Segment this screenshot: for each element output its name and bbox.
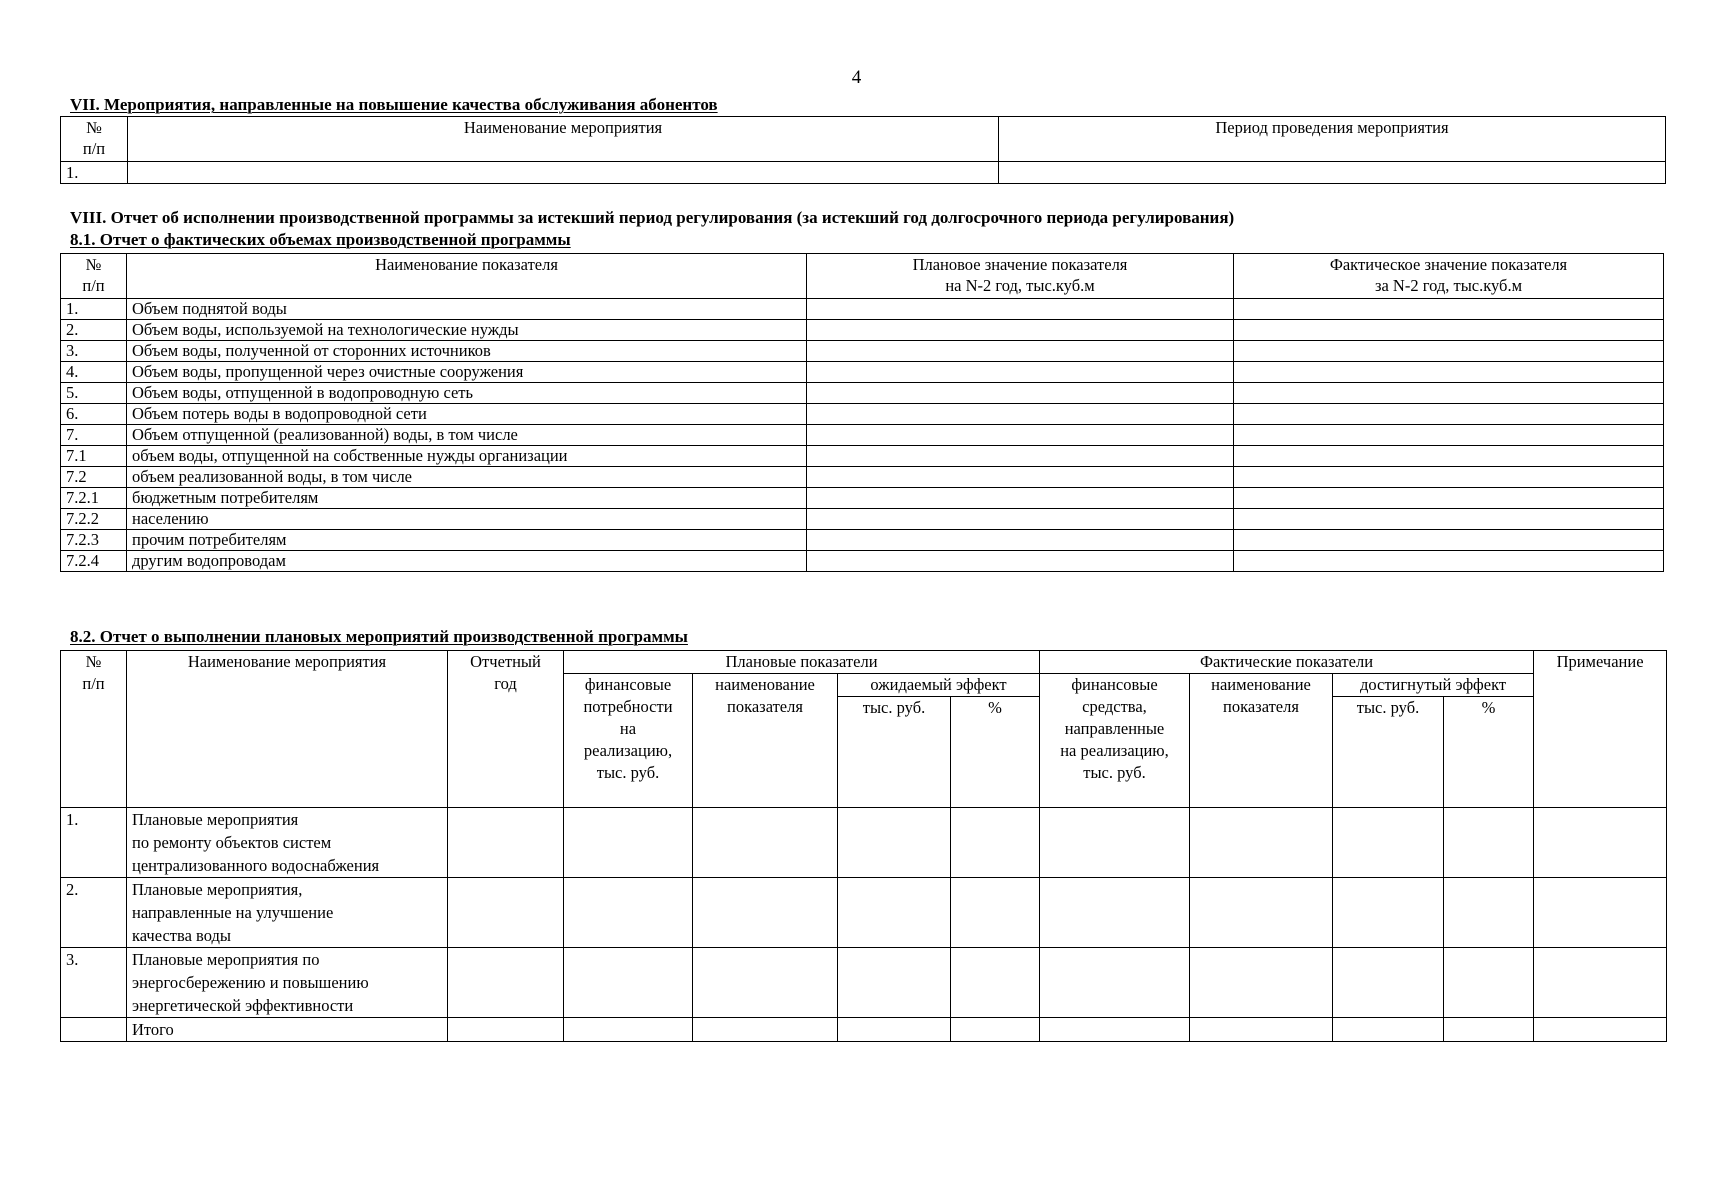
table-row	[61, 446, 1664, 467]
row-actual	[1234, 551, 1664, 572]
row-name	[128, 162, 999, 184]
table-row	[61, 948, 1667, 1018]
row-cell	[951, 948, 1040, 1018]
row-cell	[1040, 948, 1190, 1018]
header-note: Примечание	[1534, 651, 1667, 808]
row-name: Объем потерь воды в водопроводной сети	[127, 404, 807, 425]
header-num: № п/п	[61, 651, 127, 808]
section-8-2-table	[60, 650, 1667, 1042]
row-name: Объем воды, отпущенной в водопроводную сеть	[127, 383, 807, 404]
row-name: Плановые мероприятия, направленные на улучшение качества воды	[127, 878, 448, 948]
row-planned	[807, 425, 1234, 446]
row-num: 3.	[61, 948, 127, 1018]
row-actual	[1234, 425, 1664, 446]
table-row	[61, 362, 1664, 383]
row-cell	[1333, 878, 1444, 948]
row-name: Объем воды, полученной от сторонних источников	[127, 341, 807, 362]
section-7-table	[60, 116, 1666, 184]
row-num: 4.	[61, 362, 127, 383]
row-name: Объем поднятой воды	[127, 299, 807, 320]
header-fact-finance: финансовые средства, направленные на реализацию, тыс. руб.	[1040, 674, 1190, 808]
table-row	[61, 878, 1667, 948]
row-name: Плановые мероприятия по энергосбережению и повышению энергетической эффективности	[127, 948, 448, 1018]
row-cell	[838, 808, 951, 878]
header-fact-thousand-rub: тыс. руб.	[1333, 697, 1444, 808]
row-cell	[1190, 878, 1333, 948]
header-actual-value: Фактическое значение показателя за N-2 год, тыс.куб.м	[1234, 254, 1664, 299]
row-cell	[564, 878, 693, 948]
row-name: прочим потребителям	[127, 530, 807, 551]
table-row	[61, 425, 1664, 446]
section-8-1-table	[60, 253, 1664, 572]
row-planned	[807, 383, 1234, 404]
row-actual	[1234, 362, 1664, 383]
row-num: 1.	[61, 299, 127, 320]
row-name: бюджетным потребителям	[127, 488, 807, 509]
row-cell	[1333, 1018, 1444, 1042]
table-row	[61, 341, 1664, 362]
row-cell	[1444, 878, 1534, 948]
row-cell	[1534, 948, 1667, 1018]
row-name: населению	[127, 509, 807, 530]
row-cell	[693, 878, 838, 948]
row-planned	[807, 446, 1234, 467]
table-row	[61, 488, 1664, 509]
row-name: Объем воды, пропущенной через очистные сооружения	[127, 362, 807, 383]
row-planned	[807, 341, 1234, 362]
row-cell	[564, 948, 693, 1018]
row-num: 7.2.1	[61, 488, 127, 509]
header-plan-indicator-name: наименование показателя	[693, 674, 838, 808]
row-actual	[1234, 488, 1664, 509]
header-report-year: Отчетный год	[448, 651, 564, 808]
row-num: 5.	[61, 383, 127, 404]
section-8-2-title: 8.2. Отчет о выполнении плановых мероприятий производственной программы	[70, 627, 688, 646]
row-planned	[807, 551, 1234, 572]
row-cell	[1333, 808, 1444, 878]
row-cell	[693, 808, 838, 878]
row-cell	[1040, 808, 1190, 878]
table-row	[61, 530, 1664, 551]
row-cell	[951, 878, 1040, 948]
row-name: Объем воды, используемой на технологические нужды	[127, 320, 807, 341]
row-actual	[1234, 509, 1664, 530]
row-cell	[1444, 808, 1534, 878]
header-plan-finance: финансовые потребности на реализацию, тыс. руб.	[564, 674, 693, 808]
row-num: 7.2.2	[61, 509, 127, 530]
table-row	[61, 299, 1664, 320]
header-event-name: Наименование мероприятия	[128, 117, 999, 162]
table-total-row	[61, 1018, 1667, 1042]
row-actual	[1234, 299, 1664, 320]
row-cell	[951, 1018, 1040, 1042]
row-actual	[1234, 530, 1664, 551]
row-cell	[448, 948, 564, 1018]
table-row	[61, 808, 1667, 878]
row-name: Объем отпущенной (реализованной) воды, в том числе	[127, 425, 807, 446]
header-fact-percent: %	[1444, 697, 1534, 808]
row-cell	[693, 948, 838, 1018]
row-cell	[448, 808, 564, 878]
row-cell	[1534, 1018, 1667, 1042]
table-row	[61, 467, 1664, 488]
header-num: № п/п	[61, 254, 127, 299]
row-actual	[1234, 404, 1664, 425]
row-num: 7.1	[61, 446, 127, 467]
table-row	[61, 320, 1664, 341]
row-planned	[807, 488, 1234, 509]
table-row	[61, 162, 1666, 184]
row-cell	[1040, 1018, 1190, 1042]
row-cell	[951, 808, 1040, 878]
row-actual	[1234, 383, 1664, 404]
row-num	[61, 1018, 127, 1042]
row-num: 7.	[61, 425, 127, 446]
row-planned	[807, 509, 1234, 530]
row-actual	[1234, 320, 1664, 341]
row-planned	[807, 320, 1234, 341]
row-cell	[564, 1018, 693, 1042]
row-cell	[1444, 948, 1534, 1018]
row-cell	[564, 808, 693, 878]
row-num: 2.	[61, 878, 127, 948]
header-fact-indicator-name: наименование показателя	[1190, 674, 1333, 808]
row-num: 2.	[61, 320, 127, 341]
row-name: Плановые мероприятия по ремонту объектов систем централизованного водоснабжения	[127, 808, 448, 878]
row-cell	[1444, 1018, 1534, 1042]
row-name: объем реализованной воды, в том числе	[127, 467, 807, 488]
row-num: 1.	[61, 808, 127, 878]
row-period	[999, 162, 1666, 184]
table-row	[61, 551, 1664, 572]
section-7-title: VII. Мероприятия, направленные на повышение качества обслуживания абонентов	[70, 95, 718, 114]
row-name: объем воды, отпущенной на собственные нужды организации	[127, 446, 807, 467]
row-planned	[807, 299, 1234, 320]
header-plan-thousand-rub: тыс. руб.	[838, 697, 951, 808]
header-planned-value: Плановое значение показателя на N-2 год, тыс.куб.м	[807, 254, 1234, 299]
table-header-row	[61, 651, 1667, 674]
header-actual-group: Фактические показатели	[1040, 651, 1534, 674]
row-num: 7.2.3	[61, 530, 127, 551]
table-header-row	[61, 117, 1666, 162]
row-cell	[1333, 948, 1444, 1018]
header-planned-group: Плановые показатели	[564, 651, 1040, 674]
row-cell	[838, 1018, 951, 1042]
row-cell	[448, 878, 564, 948]
row-cell	[1190, 808, 1333, 878]
header-indicator-name: Наименование показателя	[127, 254, 807, 299]
header-num: № п/п	[61, 117, 128, 162]
row-num: 7.2.4	[61, 551, 127, 572]
row-cell	[1040, 878, 1190, 948]
row-name: другим водопроводам	[127, 551, 807, 572]
table-row	[61, 404, 1664, 425]
section-8-title: VIII. Отчет об исполнении производственной программы за истекший период регулирования (за истекший год долгосрочного периода регулирования)	[70, 208, 1235, 227]
table-row	[61, 383, 1664, 404]
row-cell	[1534, 808, 1667, 878]
row-actual	[1234, 467, 1664, 488]
page-number: 4	[851, 67, 862, 88]
row-num: 6.	[61, 404, 127, 425]
row-num: 3.	[61, 341, 127, 362]
row-actual	[1234, 446, 1664, 467]
header-event-name: Наименование мероприятия	[127, 651, 448, 808]
row-planned	[807, 362, 1234, 383]
row-cell	[1534, 878, 1667, 948]
row-planned	[807, 530, 1234, 551]
row-cell	[838, 948, 951, 1018]
table-row	[61, 509, 1664, 530]
row-cell	[448, 1018, 564, 1042]
row-actual	[1234, 341, 1664, 362]
row-planned	[807, 467, 1234, 488]
row-num: 7.2	[61, 467, 127, 488]
row-cell	[838, 878, 951, 948]
row-num: 1.	[61, 162, 128, 184]
header-fact-achieved-effect: достигнутый эффект	[1333, 674, 1534, 697]
table-header-row	[61, 254, 1664, 299]
header-period: Период проведения мероприятия	[999, 117, 1666, 162]
row-cell	[1190, 948, 1333, 1018]
row-cell	[693, 1018, 838, 1042]
row-cell	[1190, 1018, 1333, 1042]
row-name: Итого	[127, 1018, 448, 1042]
section-8-1-title: 8.1. Отчет о фактических объемах производственной программы	[70, 230, 571, 249]
header-plan-expected-effect: ожидаемый эффект	[838, 674, 1040, 697]
header-plan-percent: %	[951, 697, 1040, 808]
row-planned	[807, 404, 1234, 425]
